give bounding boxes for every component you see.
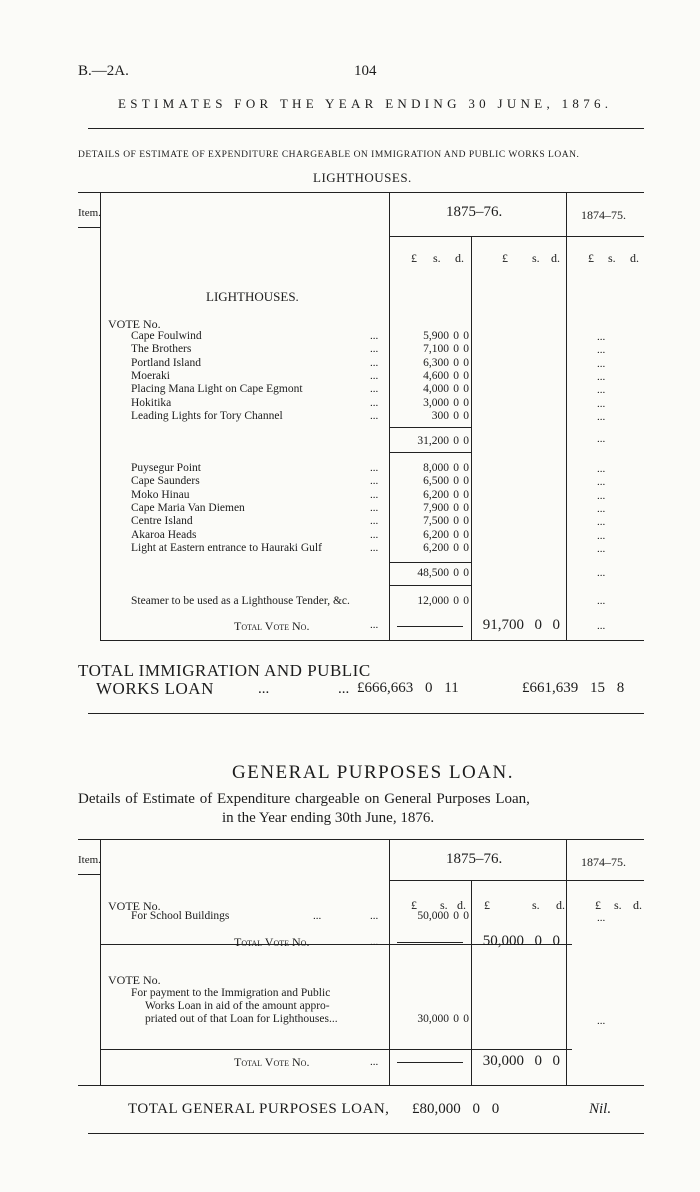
amount-shillings: 0 [453,528,459,541]
amount-pounds: 7,500 [423,515,449,528]
amount-pounds: 300 [431,409,449,422]
pound-header: £ [588,251,594,265]
column-header-1875-76: 1875–76. [446,204,503,220]
amount-shillings: 0 [453,515,459,528]
amount-shillings: 0 [453,356,459,369]
general-purposes-total-current: £80,000 0 0 [412,1101,500,1117]
pound-header: £ [411,251,417,265]
steamer-item: Steamer to be used as a Lighthouse Tender, &c. [131,595,350,607]
vote-label: VOTE No. [108,317,161,331]
lighthouse-name: Placing Mana Light on Cape Egmont [131,383,303,396]
amount-pence: 0 [463,515,469,528]
amount-pounds: 3,000 [423,396,449,409]
vote-label: VOTE No. [108,973,161,987]
amount-pence: 0 [552,1053,560,1069]
amount-shillings: 0 [453,501,459,514]
amount-pence: 0 [463,488,469,501]
section2-title: GENERAL PURPOSES LOAN. [232,762,514,783]
loan-payment-item-line3: priated out of that Loan for Lighthouses... [145,1013,338,1025]
lighthouse-name: Cape Saunders [131,475,200,488]
amount-shillings: 0 [453,396,459,409]
amount-pounds: 48,500 [417,567,449,579]
loan-payment-item-line2: Works Loan in aid of the amount appro- [145,1000,330,1012]
amount-pounds: 91,700 [482,617,524,633]
amount-pounds: 50,000 [417,910,449,922]
lighthouse-name: The Brothers [131,343,192,356]
lighthouse-name: Leading Lights for Tory Channel [131,409,283,422]
section1-subheading: LIGHTHOUSES. [313,170,412,185]
column-header-1874-75: 1874–75. [581,855,626,869]
lighthouse-name: Puysegur Point [131,462,201,474]
total-vote-label: Total Vote No. [234,1055,310,1069]
previous-year-value: ... [597,370,606,383]
shilling-header: s. [532,251,540,265]
amount-pounds: 6,200 [423,541,449,554]
previous-year-value: ... [597,620,606,632]
lighthouse-name: Light at Eastern entrance to Hauraki Gulf [131,541,322,554]
lighthouse-name: Cape Maria Van Diemen [131,501,245,514]
grand-total-current: £666,663 0 11 [357,680,459,696]
pence-header: d. [551,251,560,265]
loan-payment-item-line1: For payment to the Immigration and Public [131,987,331,999]
lighthouse-name: Cape Foulwind [131,330,202,342]
amount-shillings: 0 [453,343,459,356]
amount-pence: 0 [463,910,469,922]
lighthouse-name: Centre Island [131,515,193,528]
amount-shillings: 0 [534,933,542,949]
column-header-1875-76: 1875–76. [446,851,503,867]
amount-pence: 0 [463,369,469,382]
amount-pounds: 30,000 [482,1053,524,1069]
amount-pounds: 7,100 [423,343,449,356]
amount-pence: 0 [463,475,469,488]
amount-shillings: 0 [453,541,459,554]
page-reference: B.—2A. [78,63,129,79]
amount-pounds: 6,500 [423,475,449,488]
previous-year-value: ... [597,433,606,445]
amount-shillings: 0 [453,475,459,488]
running-title: ESTIMATES FOR THE YEAR ENDING 30 JUNE, 1876. [118,96,613,111]
amount-pounds: 6,200 [423,488,449,501]
shilling-header: s. [433,251,441,265]
pound-header: £ [411,898,417,912]
section-rule [88,713,644,714]
amount-shillings: 0 [453,1013,459,1025]
amount-pence: 0 [463,528,469,541]
amount-pence: 0 [463,567,469,579]
pence-header: d. [556,898,565,912]
shilling-header: s. [614,898,622,912]
lighthouse-name: Akaroa Heads [131,528,197,541]
shilling-header: s. [532,898,540,912]
section1-heading: DETAILS OF ESTIMATE OF EXPENDITURE CHARGEABLE ON IMMIGRATION AND PUBLIC WORKS LOAN. [78,150,580,160]
amount-pounds: 6,300 [423,356,449,369]
previous-year-value: ... [597,410,606,423]
grand-total-previous: £661,639 15 8 [522,680,625,696]
amount-shillings: 0 [453,567,459,579]
pence-header: d. [630,251,639,265]
amount-pence: 0 [552,933,560,949]
amount-pence: 0 [463,541,469,554]
lighthouse-name: Moeraki [131,369,170,382]
pence-header: d. [633,898,642,912]
amount-pounds: 6,200 [423,528,449,541]
amount-shillings: 0 [453,910,459,922]
general-purposes-total-label: TOTAL GENERAL PURPOSES LOAN, [128,1101,390,1117]
section2-heading-line1: Details of Estimate of Expenditure chargeable on General Purposes Loan, [78,791,530,807]
amount-pounds: 50,000 [482,933,524,949]
pence-header: d. [455,251,464,265]
amount-pence: 0 [463,409,469,422]
column-header-item: Item. [78,854,101,866]
amount-pence: 0 [463,501,469,514]
amount-pence: 0 [463,1013,469,1025]
footer-rule [88,1133,644,1134]
amount-pounds: 8,000 [423,462,449,474]
amount-shillings: 0 [453,409,459,422]
previous-year-value: ... [597,1015,606,1027]
amount-shillings: 0 [453,595,459,607]
previous-year-value: ... [597,384,606,397]
previous-year-value: ... [597,595,606,607]
amount-pounds: 4,000 [423,383,449,396]
amount-shillings: 0 [453,488,459,501]
previous-year-value: ... [597,344,606,357]
previous-year-value: ... [597,912,606,924]
previous-year-value: ... [597,516,606,529]
previous-year-value: ... [597,397,606,410]
pence-header: d. [457,898,466,912]
grand-total-line1: TOTAL IMMIGRATION AND PUBLIC [78,661,371,680]
amount-shillings: 0 [534,1053,542,1069]
shilling-header: s. [608,251,616,265]
amount-pounds: 5,900 [423,330,449,342]
amount-pence: 0 [463,595,469,607]
pound-header: £ [595,898,601,912]
amount-pence: 0 [463,383,469,396]
school-buildings-item: For School Buildings [131,910,230,922]
column-header-item: Item. [78,207,101,219]
amount-pence: 0 [463,330,469,342]
header-rule [88,128,644,129]
previous-year-value: ... [597,567,606,579]
previous-year-value: ... [597,529,606,542]
previous-year-value: ... [597,542,606,555]
amount-pounds: 4,600 [423,369,449,382]
pound-header: £ [484,898,490,912]
grand-total-line2: WORKS LOAN [96,679,214,698]
previous-year-value: ... [597,357,606,370]
shilling-header: s. [440,898,448,912]
group-title: LIGHTHOUSES. [206,289,299,304]
lighthouse-name: Moko Hinau [131,488,190,501]
amount-pounds: 30,000 [417,1013,449,1025]
lighthouse-name: Portland Island [131,356,201,369]
column-header-1874-75: 1874–75. [581,208,626,222]
vote-label: VOTE No. [108,899,161,913]
amount-pence: 0 [463,396,469,409]
amount-shillings: 0 [453,330,459,342]
previous-year-value: ... [597,489,606,502]
amount-pence: 0 [463,343,469,356]
previous-year-value: ... [597,476,606,489]
amount-shillings: 0 [453,369,459,382]
previous-year-value: ... [597,502,606,515]
lighthouse-name: Hokitika [131,396,172,409]
total-vote-label: Total Vote No. [234,935,310,949]
amount-pence: 0 [552,617,560,633]
total-vote-label: Total Vote No. [234,619,310,633]
section2-heading-line2: in the Year ending 30th June, 1876. [222,810,435,826]
amount-pence: 0 [463,435,469,447]
previous-year-value: ... [597,331,606,343]
previous-year-value: ... [597,463,606,475]
amount-pounds: 7,900 [423,501,449,514]
page-number: 104 [354,63,377,79]
general-purposes-total-previous: Nil. [589,1101,612,1117]
amount-pounds: 31,200 [417,435,449,447]
amount-pence: 0 [463,462,469,474]
amount-shillings: 0 [453,462,459,474]
amount-pence: 0 [463,356,469,369]
amount-shillings: 0 [534,617,542,633]
amount-pounds: 12,000 [417,595,449,607]
pound-header: £ [502,251,508,265]
amount-shillings: 0 [453,383,459,396]
amount-shillings: 0 [453,435,459,447]
